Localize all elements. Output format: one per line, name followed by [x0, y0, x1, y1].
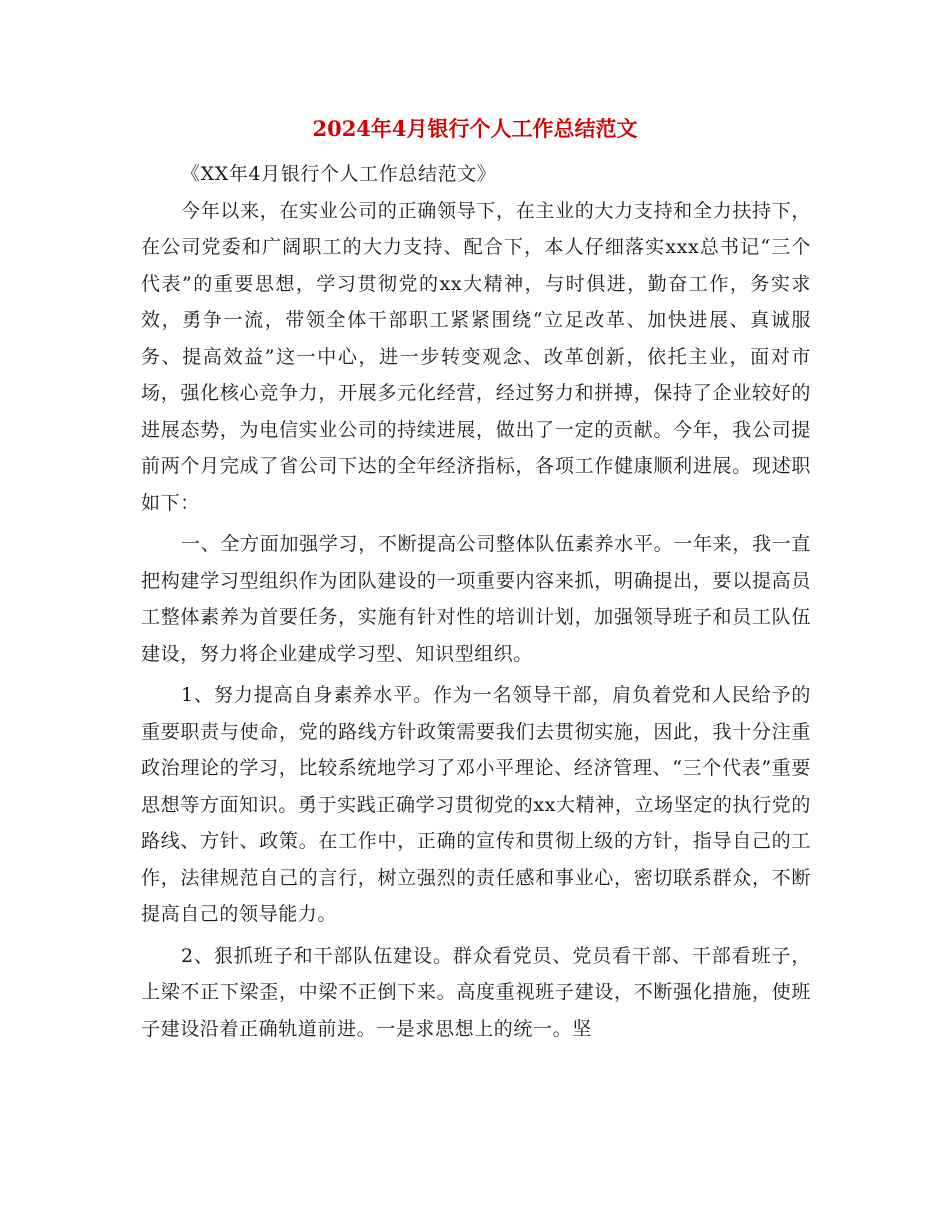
item-two-paragraph: 2、狠抓班子和干部队伍建设。群众看党员、党员看干部、干部看班子，上梁不正下梁歪，中梁不正倒下来。高度重视班子建设，不断强化措施，使班子建设沿着正确轨道前进。一是求思想上的统一。坚 [141, 944, 811, 1040]
subtitle-paragraph: 《XX年4月银行个人工作总结范文》 [181, 163, 497, 185]
document-body [141, 156, 811, 1047]
document-title: 2024年4月银行个人工作总结范文 [312, 116, 638, 141]
item-one-paragraph: 1、努力提高自身素养水平。作为一名领导干部，肩负着党和人民给予的重要职责与使命，党的路线方针政策需要我们去贯彻实施，因此，我十分注重政治理论的学习，比较系统地学习了邓小平理论、经济管理、“三个代表”重要思想等方面知识。勇于实践正确学习贯彻党的xx大精神，立场坚定的执行党的路线、方针、政策。在工作中，正确的宣传和贯彻上级的方针，指导自己的工作，法律规范自己的言行，树立强烈的责任感和事业心，密切联系群众，不断提高自己的领导能力。 [141, 684, 811, 925]
section-one-paragraph: 一、全方面加强学习，不断提高公司整体队伍素养水平。一年来，我一直把构建学习型组织作为团队建设的一项重要内容来抓，明确提出，要以提高员工整体素养为首要任务，实施有针对性的培训计划，加强领导班子和员工队伍建设，努力将企业建成学习型、知识型组织。 [141, 533, 811, 665]
intro-paragraph: 今年以来，在实业公司的正确领导下，在主业的大力支持和全力扶持下，在公司党委和广阔职工的大力支持、配合下，本人仔细落实xxx总书记“三个代表”的重要思想，学习贯彻党的xx大精神，与时俱进，勤奋工作，务实求效，勇争一流，带领全体干部职工紧紧围绕“立足改革、加快进展、真诚服务、提高效益”这一中心，进一步转变观念、改革创新，依托主业，面对市场，强化核心竞争力，开展多元化经营，经过努力和拼搏，保持了企业较好的进展态势，为电信实业公司的持续进展，做出了一定的贡献。今年，我公司提前两个月完成了省公司下达的全年经济指标，各项工作健康顺利进展。现述职如下： [141, 199, 811, 514]
